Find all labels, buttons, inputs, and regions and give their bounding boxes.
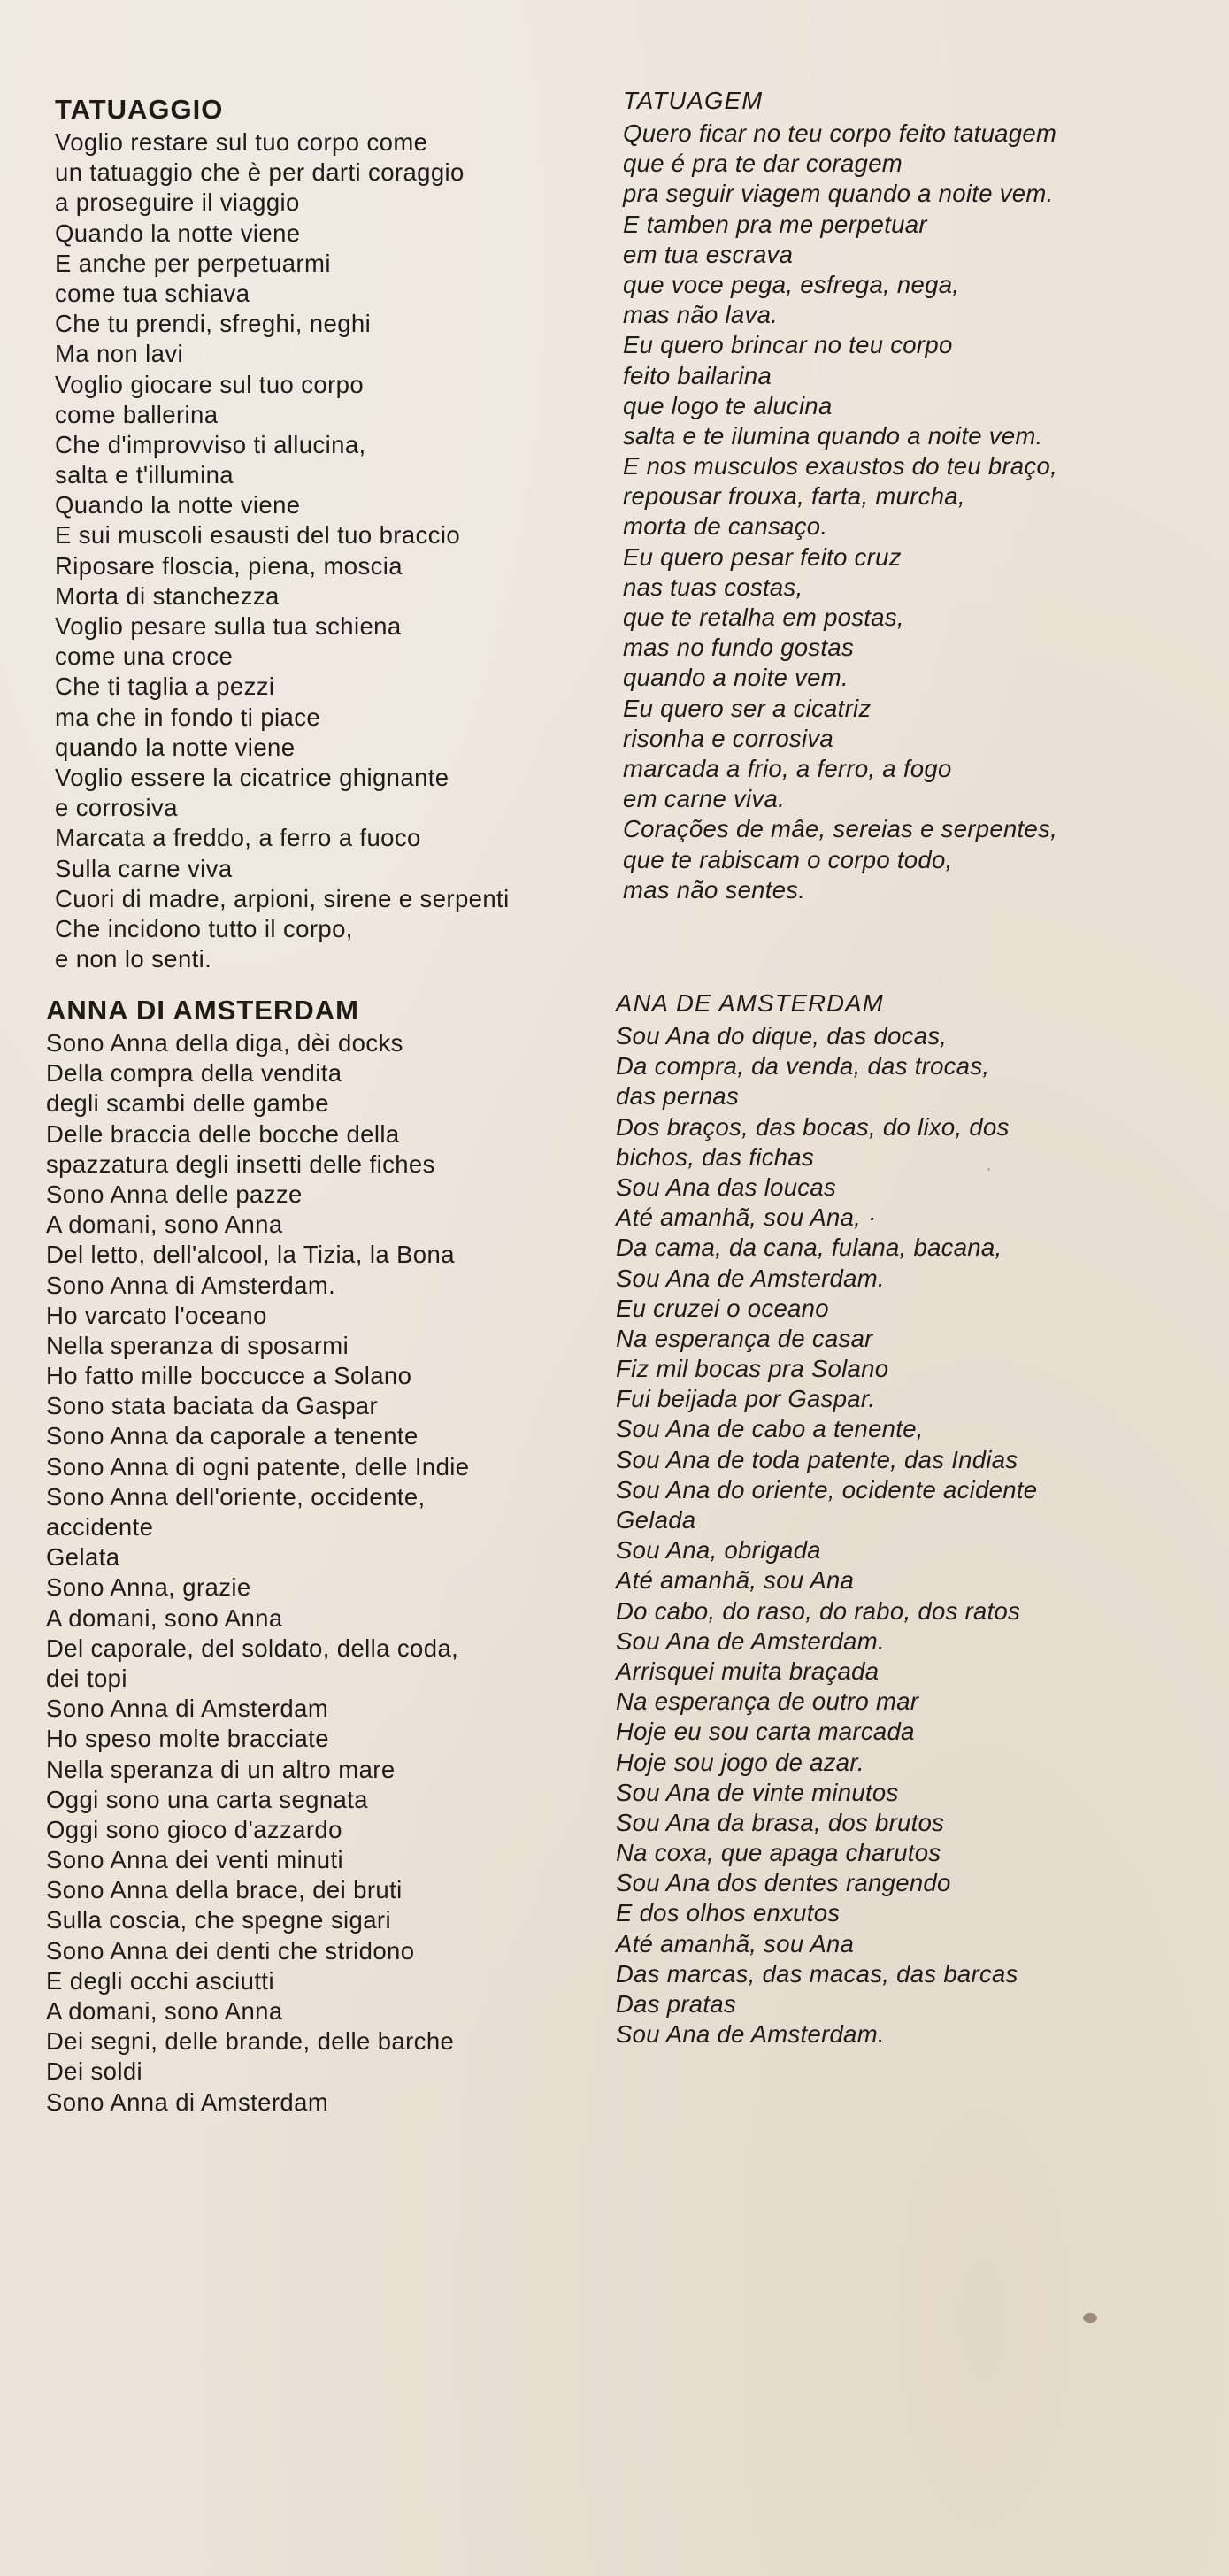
lyric-line: E nos musculos exaustos do teu braço, xyxy=(623,452,1058,481)
tatuagem-title: TATUAGEM xyxy=(623,87,764,114)
lyric-line: dei topi xyxy=(46,1664,127,1692)
lyric-line: Corações de mâe, sereias e serpentes, xyxy=(623,815,1058,843)
lyric-line: Ma non lavi xyxy=(55,340,184,368)
lyric-line: e corrosiva xyxy=(55,794,178,822)
lyric-line: Quero ficar no teu corpo feito tatuagem xyxy=(623,119,1057,147)
lyric-line: pra seguir viagem quando a noite vem. xyxy=(623,180,1054,208)
lyric-line: Che incidono tutto il corpo, xyxy=(55,914,353,942)
lyric-line: Morta di stanchezza xyxy=(55,581,280,610)
lyric-line: salta e t'illumina xyxy=(55,461,234,489)
lyric-line: Sou Ana de toda patente, das Indias xyxy=(616,1445,1018,1473)
lyric-line: Sou Ana, obrigada xyxy=(616,1536,821,1565)
lyric-line: Do cabo, do raso, do rabo, dos ratos xyxy=(616,1596,1021,1625)
lyric-line: Voglio restare sul tuo corpo come xyxy=(55,128,428,156)
lyric-line: Sou Ana de Amsterdam. xyxy=(616,1626,885,1655)
lyric-line: Eu cruzei o oceano xyxy=(616,1294,829,1322)
lyric-line: Fiz mil bocas pra Solano xyxy=(616,1355,889,1383)
lyric-line: Na esperança de outro mar xyxy=(616,1688,919,1716)
lyric-line: repousar frouxa, farta, murcha, xyxy=(623,482,965,511)
lyric-line: Sono Anna dei denti che stridono xyxy=(46,1936,415,1965)
lyric-line: E anche per perpetuarmi xyxy=(55,249,331,277)
lyric-line: das pernas xyxy=(616,1082,740,1111)
lyric-line: a proseguire il viaggio xyxy=(55,188,300,217)
lyric-line: Sono Anna delle pazze xyxy=(46,1180,303,1208)
anna-lines xyxy=(46,1028,470,2118)
lyric-line: Sono Anna di Amsterdam xyxy=(46,2088,329,2116)
lyric-line: Arrisquei muita braçada xyxy=(616,1657,880,1685)
lyric-line: Fui beijada por Gaspar. xyxy=(616,1385,876,1413)
lyric-line: Sono Anna di Amsterdam. xyxy=(46,1271,336,1299)
lyric-line: Ho speso molte bracciate xyxy=(46,1725,329,1753)
lyric-line: Na esperança de casar xyxy=(616,1324,873,1352)
lyric-line: Eu quero pesar feito cruz xyxy=(623,542,902,571)
lyric-line: Cuori di madre, arpioni, sirene e serpenti xyxy=(55,884,510,912)
lyric-line: Gelada xyxy=(616,1506,696,1534)
lyric-line: Sono Anna della brace, dei bruti xyxy=(46,1876,403,1904)
lyric-line: E dos olhos enxutos xyxy=(616,1899,841,1927)
lyric-line: accidente xyxy=(46,1513,154,1541)
lyric-line: E tamben pra me perpetuar xyxy=(623,210,927,238)
lyric-line: Eu quero ser a cicatriz xyxy=(623,694,872,722)
lyric-line: bichos, das fichas xyxy=(616,1142,814,1171)
lyric-line: A domani, sono Anna xyxy=(46,1603,283,1632)
lyric-line: Das marcas, das macas, das barcas xyxy=(616,1959,1018,1988)
lyric-line: Sono Anna da caporale a tenente xyxy=(46,1422,419,1450)
tatuagem-lines xyxy=(623,119,1057,905)
tatuaggio-italian xyxy=(55,92,510,974)
lyric-line: Che tu prendi, sfreghi, neghi xyxy=(55,310,372,338)
lyric-line: Ho fatto mille boccucce a Solano xyxy=(46,1362,412,1390)
lyric-line: degli scambi delle gambe xyxy=(46,1089,329,1118)
lyric-line: come ballerina xyxy=(55,400,219,428)
lyric-line: Sono stata baciata da Gaspar xyxy=(46,1392,379,1420)
lyric-line: Até amanhã, sou Ana xyxy=(616,1929,855,1957)
lyric-line: Sulla coscia, che spegne sigari xyxy=(46,1906,391,1934)
lyric-line: Sono Anna dell'oriente, occidente, xyxy=(46,1482,426,1511)
lyric-line: Sou Ana de Amsterdam. xyxy=(616,1264,885,1292)
lyric-line: Sou Ana dos dentes rangendo xyxy=(616,1869,951,1897)
lyric-line: Sou Ana do oriente, ocidente acidente xyxy=(616,1475,1038,1503)
anna-italian xyxy=(46,993,470,2118)
lyric-line: Hoje eu sou carta marcada xyxy=(616,1718,915,1746)
lyric-line: salta e te ilumina quando a noite vem. xyxy=(623,421,1043,450)
lyric-line: Gelata xyxy=(46,1543,120,1572)
ana-title: ANA DE AMSTERDAM xyxy=(616,989,884,1017)
lyric-line: come una croce xyxy=(55,642,234,671)
lyric-line: Até amanhã, sou Ana, · xyxy=(616,1203,877,1232)
lyric-line: Nella speranza di sposarmi xyxy=(46,1331,349,1359)
lyric-line: Sou Ana das loucas xyxy=(616,1173,836,1201)
lyric-line: quando a noite vem. xyxy=(623,664,849,692)
lyric-line: feito bailarina xyxy=(623,361,772,389)
lyric-line: Da compra, da venda, das trocas, xyxy=(616,1052,990,1080)
lyric-line: Voglio pesare sulla tua schiena xyxy=(55,612,402,640)
lyric-line: e non lo senti. xyxy=(55,945,212,973)
lyric-line: Del caporale, del soldato, della coda, xyxy=(46,1634,459,1662)
lyric-line: A domani, sono Anna xyxy=(46,1997,283,2025)
lyric-line: E degli occhi asciutti xyxy=(46,1966,274,1995)
lyric-line: Quando la notte viene xyxy=(55,219,301,247)
lyric-line: Che ti taglia a pezzi xyxy=(55,673,275,701)
ana-lines xyxy=(616,1021,1037,2049)
lyric-line: come tua schiava xyxy=(55,279,250,307)
lyric-line: que voce pega, esfrega, nega, xyxy=(623,270,960,298)
lyric-line: Dei soldi xyxy=(46,2057,143,2086)
lyric-line: Oggi sono una carta segnata xyxy=(46,1785,368,1813)
lyric-line: em carne viva. xyxy=(623,785,786,813)
lyric-line: Delle braccia delle bocche della xyxy=(46,1119,400,1148)
lyric-line: Sono Anna, grazie xyxy=(46,1573,251,1602)
paper-speck xyxy=(1083,2313,1097,2323)
lyric-line: un tatuaggio che è per darti coraggio xyxy=(55,158,465,187)
lyric-line: Sono Anna di Amsterdam xyxy=(46,1695,329,1723)
lyric-line: mas não sentes. xyxy=(623,875,806,904)
lyric-line: mas não lava. xyxy=(623,301,779,329)
ana-portuguese xyxy=(616,986,1037,2049)
lyric-line: A domani, sono Anna xyxy=(46,1211,283,1239)
lyric-line: Sou Ana de Amsterdam. xyxy=(616,2020,885,2049)
lyric-line: que te retalha em postas, xyxy=(623,604,904,631)
lyric-line: Dei segni, delle brande, delle barche xyxy=(46,2027,455,2056)
lyric-line: Na coxa, que apaga charutos xyxy=(616,1839,941,1867)
lyric-line: Da cama, da cana, fulana, bacana, xyxy=(616,1234,1002,1262)
lyric-line: Até amanhã, sou Ana xyxy=(616,1566,855,1595)
lyric-line: Nella speranza di un altro mare xyxy=(46,1755,396,1783)
lyric-line: Oggi sono gioco d'azzardo xyxy=(46,1815,342,1843)
lyric-line: Eu quero brincar no teu corpo xyxy=(623,331,953,359)
anna-title: ANNA DI AMSTERDAM xyxy=(46,995,359,1026)
lyric-line: que logo te alucina xyxy=(623,391,833,419)
lyric-line: mas no fundo gostas xyxy=(623,634,855,662)
lyric-line: Sono Anna di ogni patente, delle Indie xyxy=(46,1452,470,1480)
lyric-line: Sulla carne viva xyxy=(55,854,233,882)
lyric-line: Quando la notte viene xyxy=(55,491,301,519)
tatuaggio-lines xyxy=(55,127,510,974)
lyric-line: Sou Ana do dique, das docas, xyxy=(616,1022,948,1050)
lyric-line: Dos braços, das bocas, do lixo, dos xyxy=(616,1112,1010,1141)
lyric-line: em tua escrava xyxy=(623,240,794,268)
lyric-line: risonha e corrosiva xyxy=(623,724,834,752)
lyric-line: Sou Ana da brasa, dos brutos xyxy=(616,1808,945,1836)
lyric-line: que te rabiscam o corpo todo, xyxy=(623,845,953,873)
lyric-line: Riposare floscia, piena, moscia xyxy=(55,551,403,580)
lyric-line: Das pratas xyxy=(616,1990,736,2018)
lyric-line: marcada a frio, a ferro, a fogo xyxy=(623,754,952,782)
lyric-line: Sono Anna dei venti minuti xyxy=(46,1846,344,1874)
lyric-line: quando la notte viene xyxy=(55,733,296,761)
lyric-line: nas tuas costas, xyxy=(623,573,803,601)
lyric-line: Che d'improvviso ti allucina, xyxy=(55,430,366,458)
lyric-line: E sui muscoli esausti del tuo braccio xyxy=(55,521,461,550)
lyric-line: Del letto, dell'alcool, la Tizia, la Bona xyxy=(46,1241,455,1269)
lyric-line: Hoje sou jogo de azar. xyxy=(616,1748,864,1776)
tatuaggio-title: TATUAGGIO xyxy=(55,94,224,125)
lyric-line: Sou Ana de cabo a tenente, xyxy=(616,1415,924,1443)
lyric-line: que é pra te dar coragem xyxy=(623,150,903,178)
lyric-line: spazzatura degli insetti delle fiches xyxy=(46,1150,435,1178)
lyric-line: Voglio giocare sul tuo corpo xyxy=(55,370,365,398)
lyric-line: Della compra della vendita xyxy=(46,1059,342,1088)
lyric-line: ma che in fondo ti piace xyxy=(55,703,321,731)
lyric-line: Ho varcato l'oceano xyxy=(46,1301,267,1329)
lyric-line: Marcata a freddo, a ferro a fuoco xyxy=(55,824,421,852)
tatuagem-portuguese xyxy=(623,83,1057,905)
lyric-line: Voglio essere la cicatrice ghignante xyxy=(55,763,449,791)
paper-speck xyxy=(987,1168,990,1171)
lyric-line: morta de cansaço. xyxy=(623,512,828,541)
lyric-line: Sono Anna della diga, dèi docks xyxy=(46,1029,403,1057)
lyric-line: Sou Ana de vinte minutos xyxy=(616,1778,899,1806)
